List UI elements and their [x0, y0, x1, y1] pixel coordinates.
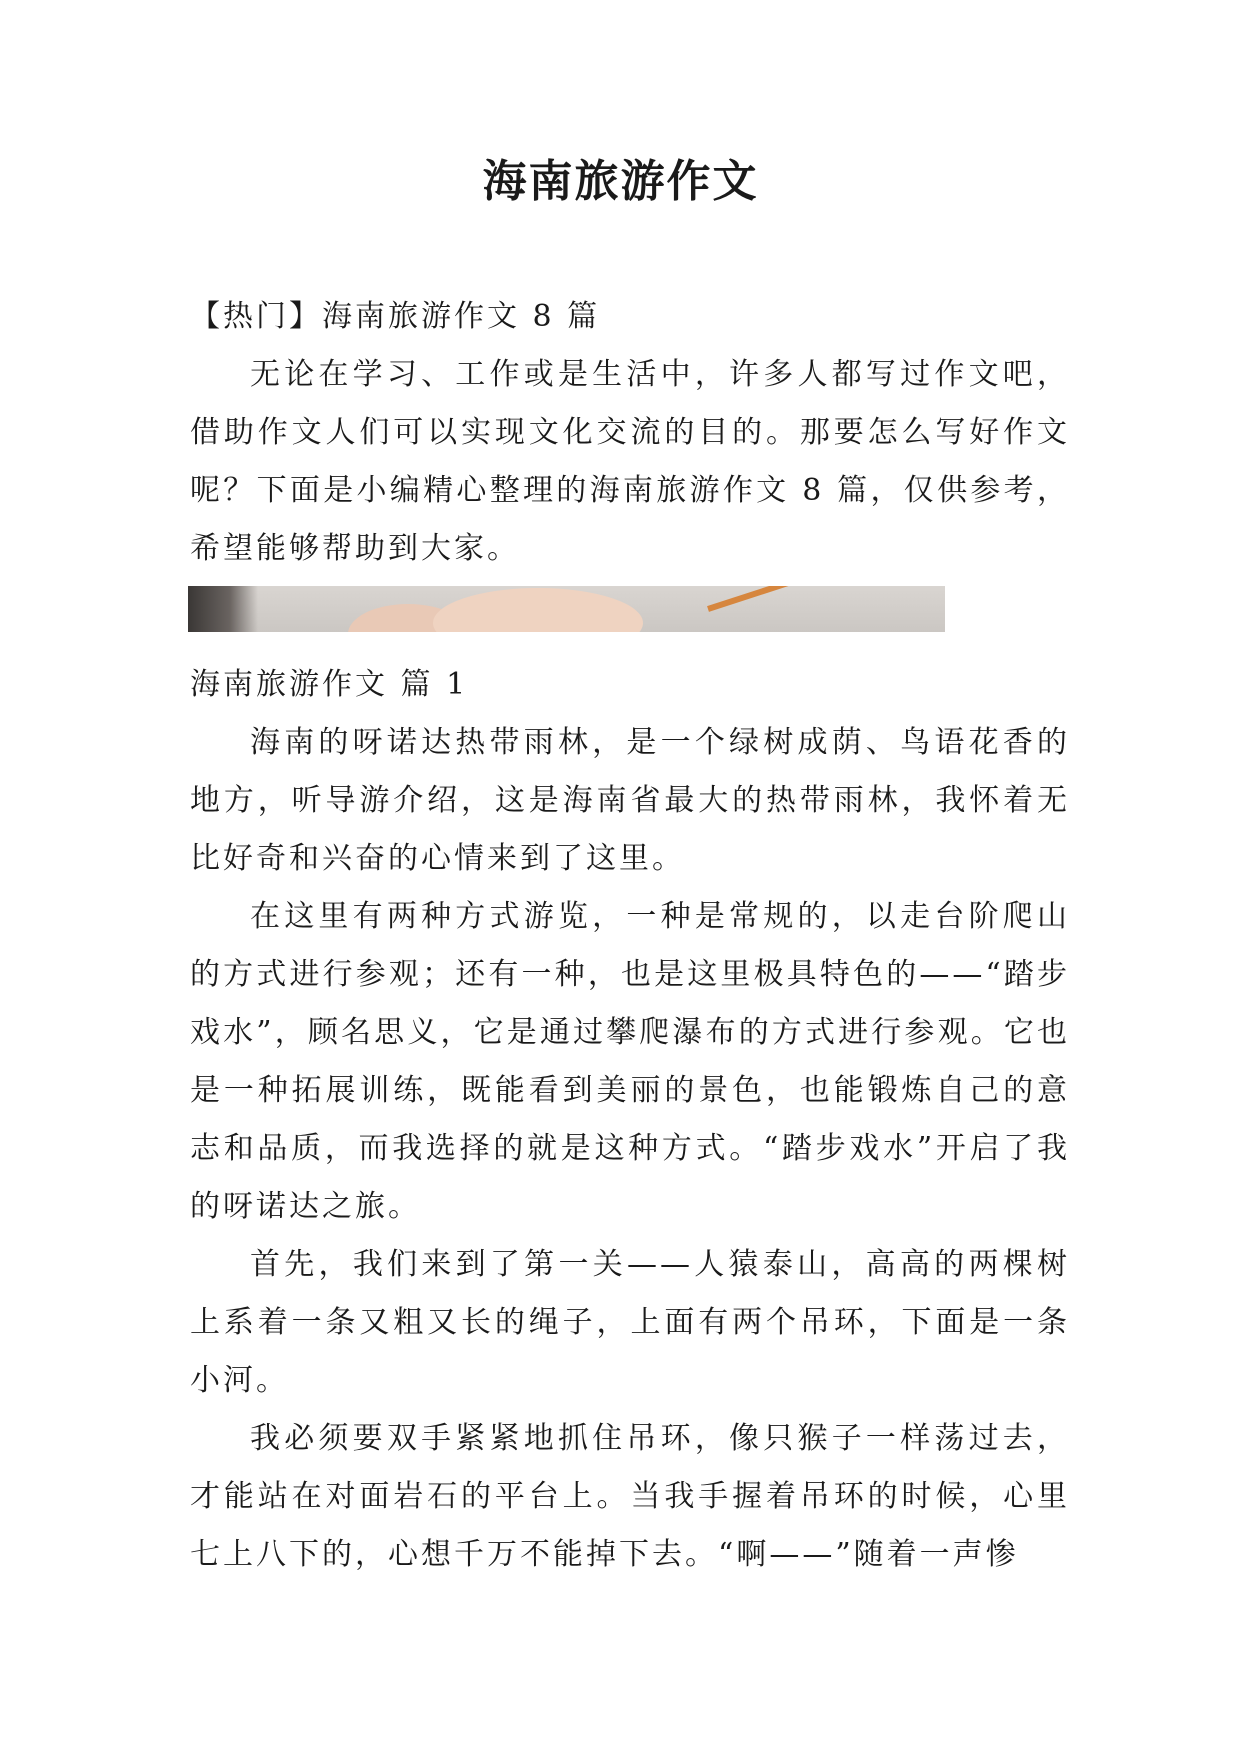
body-paragraph: 首先，我们来到了第一关——人猿泰山，高高的两棵树上系着一条又粗又长的绳子，上面有两个吊环，下面是一条小河。 — [190, 1247, 1070, 1398]
image-shadow — [188, 586, 258, 632]
document-body — [190, 288, 1070, 1584]
illustration-image — [188, 586, 945, 632]
body-paragraph: 海南的呀诺达热带雨林，是一个绿树成荫、鸟语花香的地方，听导游介绍，这是海南省最大的热带雨林，我怀着无比好奇和兴奋的心情来到了这里。 — [190, 725, 1070, 876]
image-pencil — [707, 586, 823, 612]
document-subtitle: 【热门】海南旅游作文 8 篇 — [190, 299, 601, 334]
intro-paragraph: 无论在学习、工作或是生活中，许多人都写过作文吧，借助作文人们可以实现文化交流的目的。那要怎么写好作文呢？下面是小编精心整理的海南旅游作文 8 篇，仅供参考，希望能够帮助到大家。 — [190, 357, 1070, 566]
body-paragraph: 在这里有两种方式游览，一种是常规的，以走台阶爬山的方式进行参观；还有一种，也是这里极具特色的——“踏步戏水”，顾名思义，它是通过攀爬瀑布的方式进行参观。它也是一种拓展训练，既能看到美丽的景色，也能锻炼自己的意志和品质，而我选择的就是这种方式。“踏步戏水”开启了我的呀诺达之旅。 — [190, 899, 1070, 1224]
document-title: 海南旅游作文 — [482, 156, 759, 207]
body-paragraph: 我必须要双手紧紧地抓住吊环，像只猴子一样荡过去，才能站在对面岩石的平台上。当我手握着吊环的时候，心里七上八下的，心想千万不能掉下去。“啊——”随着一声惨 — [190, 1421, 1070, 1572]
image-hand — [433, 588, 643, 632]
section-heading: 海南旅游作文 篇 1 — [190, 667, 469, 702]
